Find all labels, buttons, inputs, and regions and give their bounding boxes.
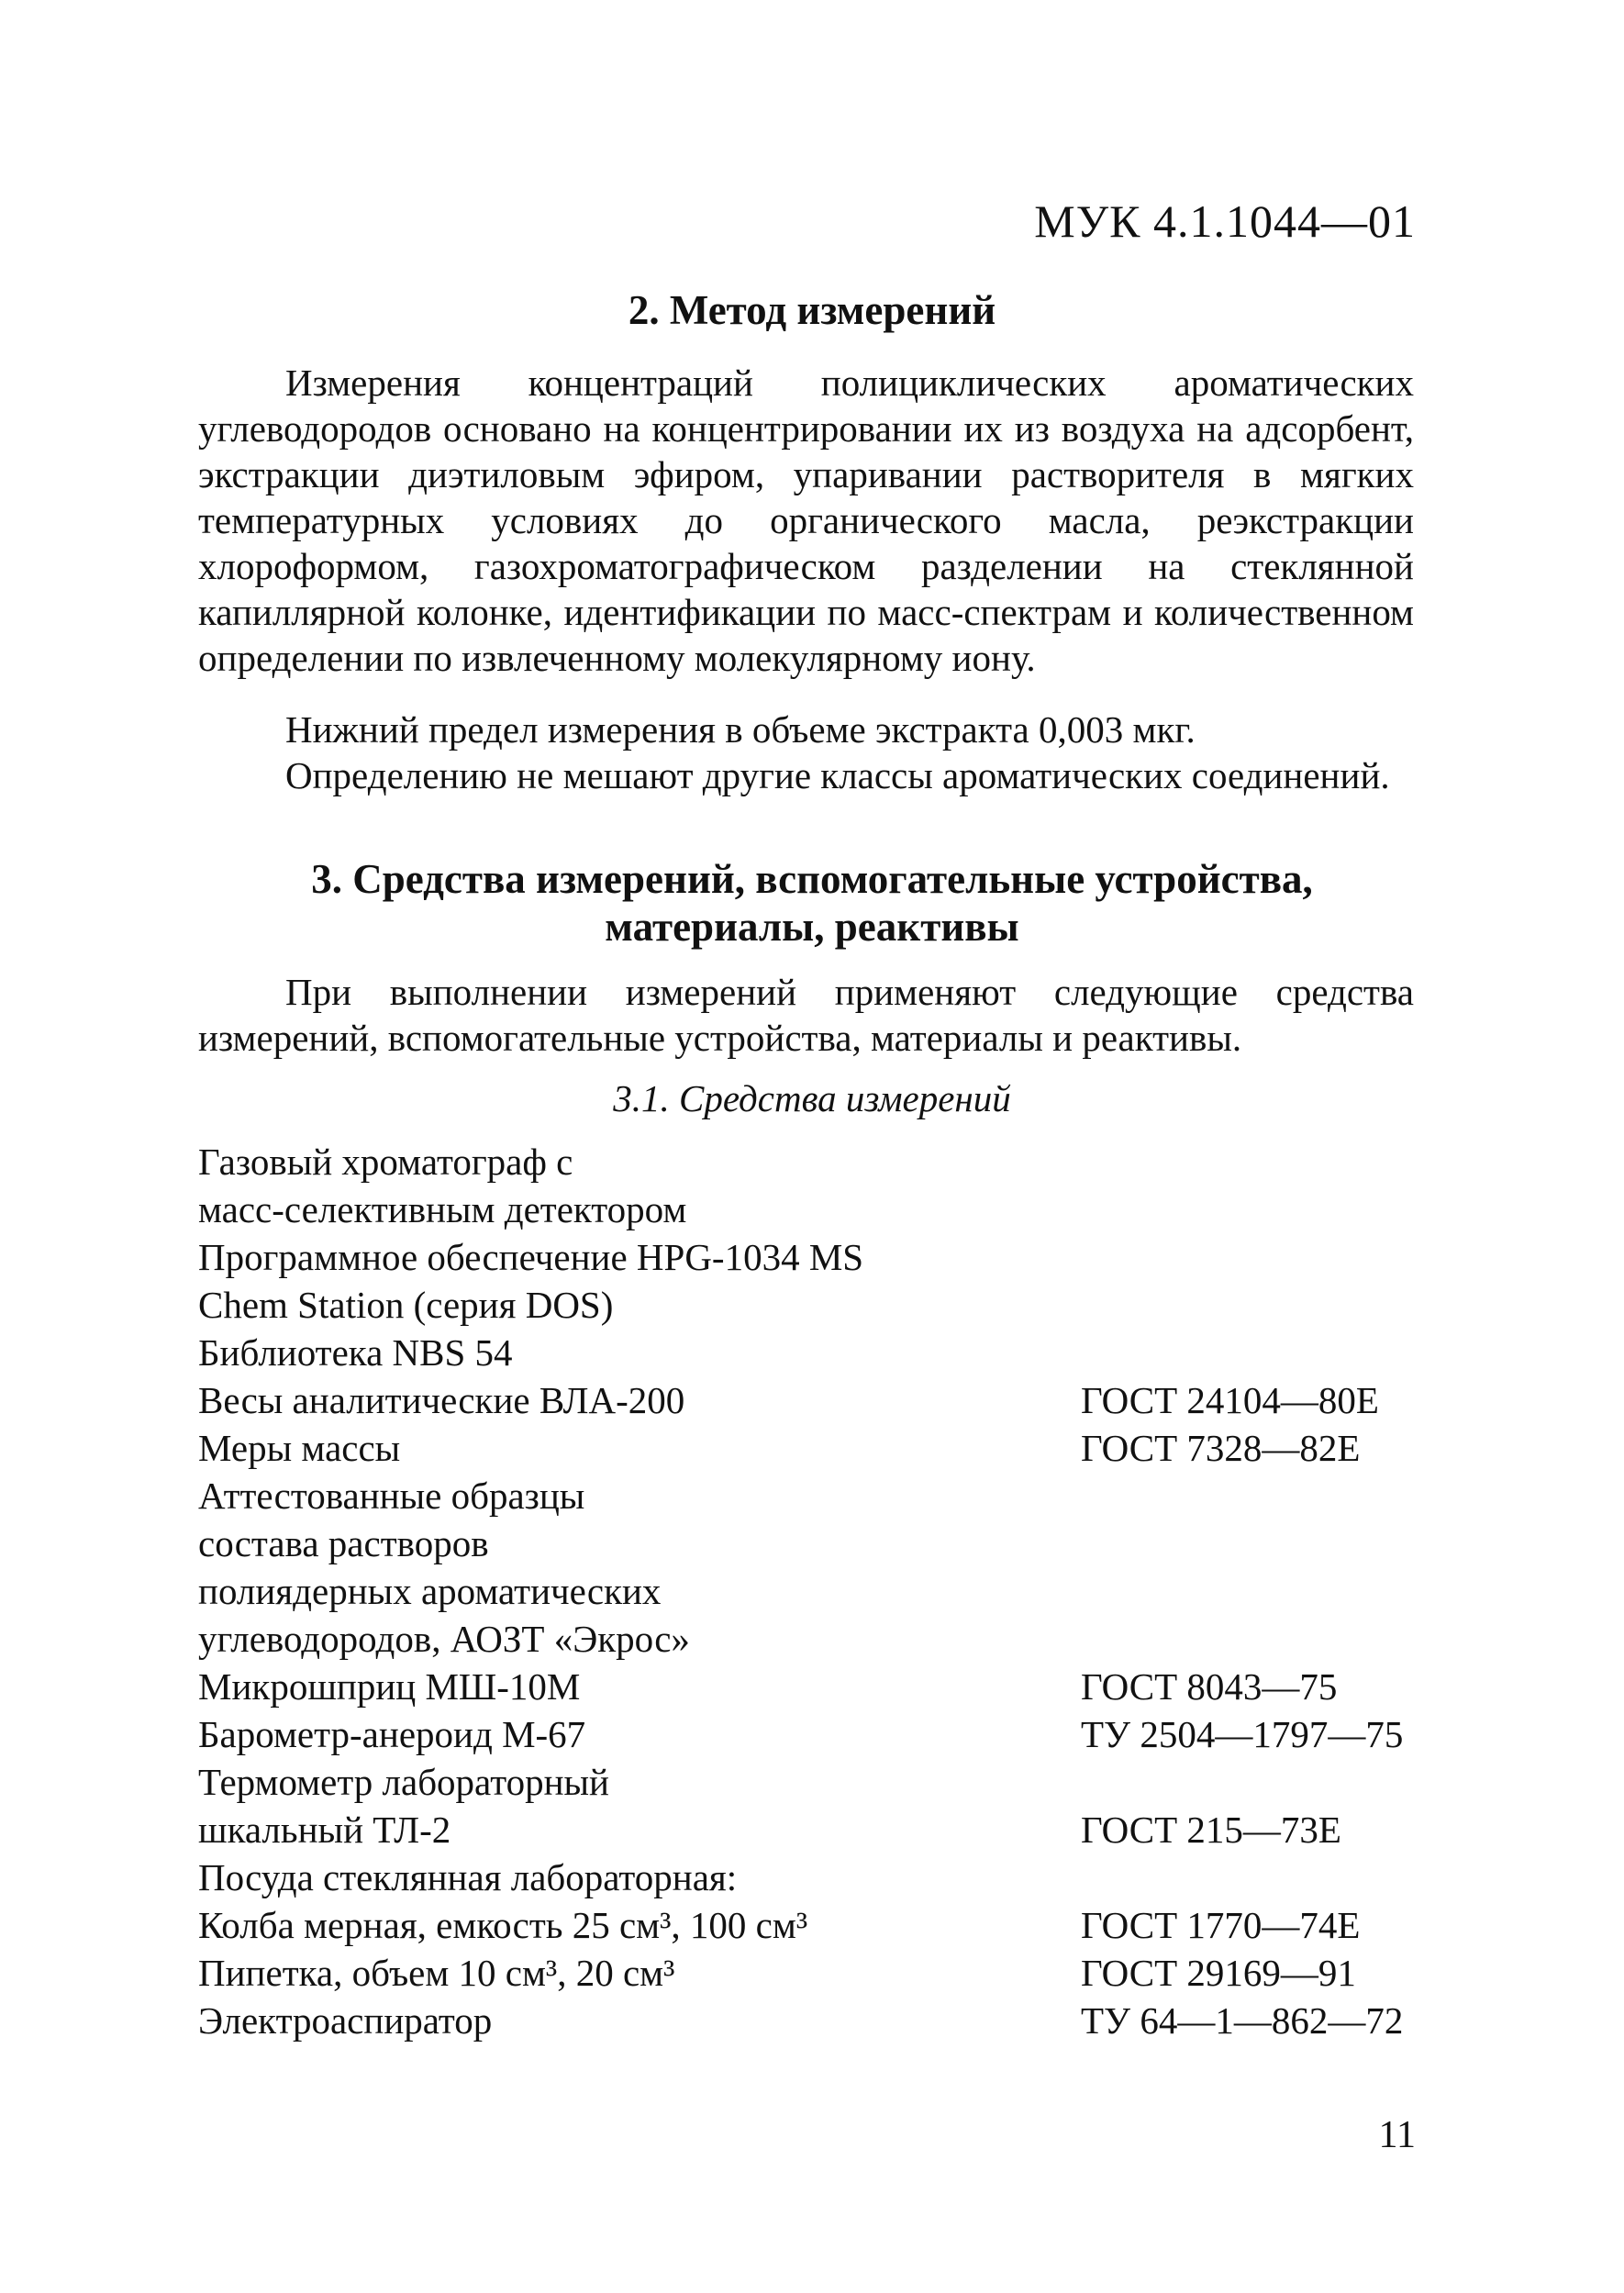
equipment-row xyxy=(198,1567,1418,1615)
section-2-paragraph-interference: Определению не мешают другие классы ароматических соединений. xyxy=(285,754,1390,796)
equipment-row xyxy=(198,1663,1418,1710)
equipment-name: Газовый хроматограф с xyxy=(198,1141,573,1183)
equipment-row xyxy=(198,1901,1418,1949)
equipment-standard: ГОСТ 215—73Е xyxy=(1081,1809,1341,1851)
equipment-standard: ТУ 64—1—862—72 xyxy=(1081,1999,1404,2042)
section-2-title: 2. Метод измерений xyxy=(628,287,996,333)
equipment-row xyxy=(198,1376,1418,1424)
equipment-name: Программное обеспечение HPG-1034 MS xyxy=(198,1236,864,1278)
equipment-standard: ГОСТ 1770—74Е xyxy=(1081,1904,1361,1946)
equipment-name: Меры массы xyxy=(198,1427,401,1469)
equipment-name: Chem Station (серия DOS) xyxy=(198,1284,614,1326)
section-2-paragraph-method: Измерения концентраций полициклических ароматических углеводородов основано на концентрировании их из воздуха на адсорбент, экстракции диэтиловым эфиром, упаривании растворителя в мягких температурных условиях до органического масла, реэкстракции хлороформом, газохроматографическом разделении на стеклянной капиллярной колонке, идентификации по масс-спектрам и количественном определении по извлеченному молекулярному иону. xyxy=(198,362,1414,679)
equipment-name: Весы аналитические ВЛА-200 xyxy=(198,1379,685,1421)
equipment-row xyxy=(198,1424,1418,1472)
equipment-row xyxy=(198,1997,1418,2044)
equipment-name: Посуда стеклянная лабораторная: xyxy=(198,1856,738,1898)
equipment-name: полиядерных ароматических xyxy=(198,1570,662,1612)
equipment-name: Аттестованные образцы xyxy=(198,1475,585,1517)
equipment-name: углеводородов, АОЗТ «Экрос» xyxy=(198,1618,690,1660)
document-code: МУК 4.1.1044—01 xyxy=(1034,195,1416,247)
equipment-name: Пипетка, объем 10 см³, 20 см³ xyxy=(198,1952,675,1994)
equipment-name: Барометр-анероид М-67 xyxy=(198,1713,586,1755)
equipment-name: Микрошприц МШ-10М xyxy=(198,1665,581,1708)
equipment-row xyxy=(198,1329,1418,1376)
equipment-standard: ТУ 2504—1797—75 xyxy=(1081,1713,1404,1755)
page-number: 11 xyxy=(1378,2114,1416,2156)
equipment-row xyxy=(198,1185,1418,1233)
equipment-row xyxy=(198,1758,1418,1806)
equipment-list xyxy=(198,1138,1418,2044)
equipment-standard: ГОСТ 8043—75 xyxy=(1081,1665,1338,1708)
equipment-row xyxy=(198,1281,1418,1329)
section-3-title-line1: 3. Средства измерений, вспомогательные устройства, xyxy=(311,856,1313,902)
equipment-row xyxy=(198,1233,1418,1281)
equipment-row xyxy=(198,1615,1418,1663)
equipment-row xyxy=(198,1138,1418,1185)
equipment-row xyxy=(198,1519,1418,1567)
equipment-row xyxy=(198,1472,1418,1519)
equipment-standard: ГОСТ 29169—91 xyxy=(1081,1952,1356,1994)
equipment-name: Электроаспиратор xyxy=(198,1999,493,2042)
equipment-name: Термометр лабораторный xyxy=(198,1761,609,1803)
equipment-row xyxy=(198,1853,1418,1901)
equipment-standard: ГОСТ 7328—82Е xyxy=(1081,1427,1361,1469)
equipment-row xyxy=(198,1949,1418,1997)
section-2-paragraph-limit: Нижний предел измерения в объеме экстракта 0,003 мкг. xyxy=(285,708,1196,751)
equipment-name: масс-селективным детектором xyxy=(198,1188,687,1230)
section-3-intro: При выполнении измерений применяют следующие средства измерений, вспомогательные устройства, материалы и реактивы. xyxy=(198,971,1414,1059)
equipment-name: шкальный ТЛ-2 xyxy=(198,1809,451,1851)
equipment-standard: ГОСТ 24104—80Е xyxy=(1081,1379,1379,1421)
equipment-name: состава растворов xyxy=(198,1522,489,1564)
equipment-row xyxy=(198,1806,1418,1853)
equipment-name: Колба мерная, емкость 25 см³, 100 см³ xyxy=(198,1904,808,1946)
equipment-name: Библиотека NBS 54 xyxy=(198,1331,513,1374)
equipment-row xyxy=(198,1710,1418,1758)
section-3-title-line2: материалы, реактивы xyxy=(605,904,1019,950)
subsection-3-1-title: 3.1. Средства измерений xyxy=(613,1077,1011,1119)
